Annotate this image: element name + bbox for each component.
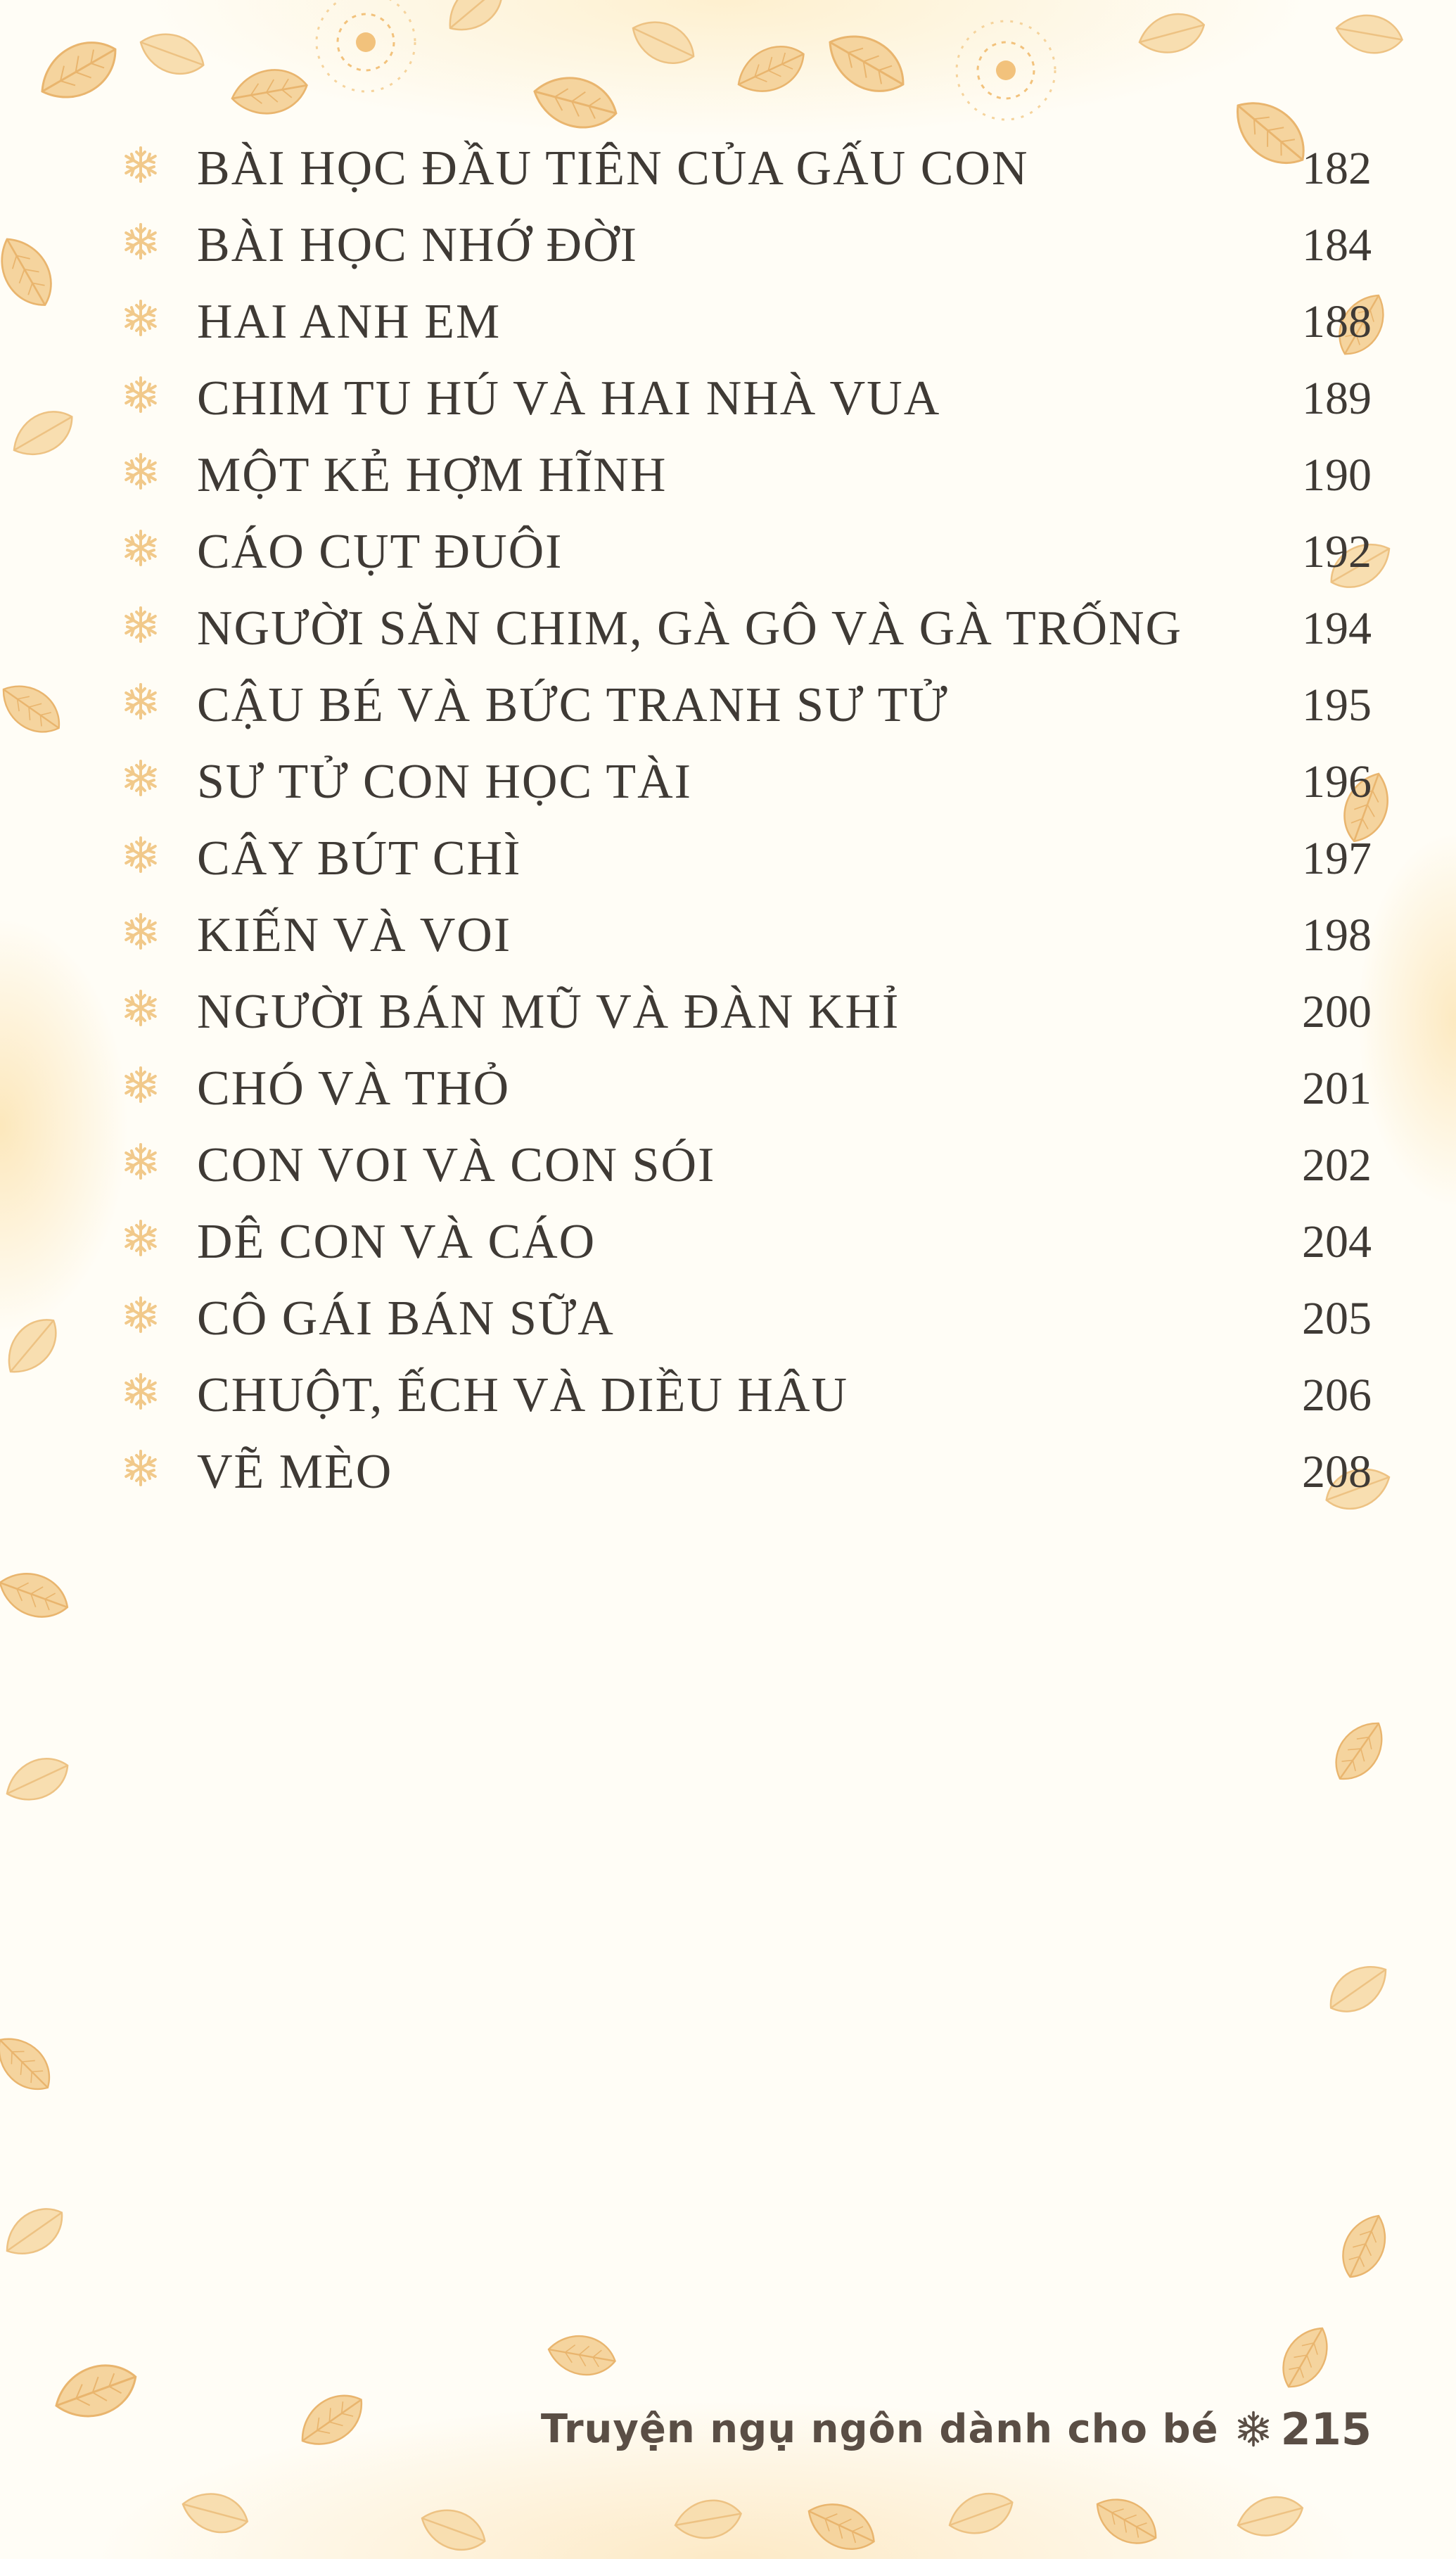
toc-entry-page: 188 (1302, 296, 1372, 347)
toc-entry-title: NGƯỜI SĂN CHIM, GÀ GÔ VÀ GÀ TRỐNG (197, 601, 1183, 656)
toc-entry (120, 977, 1372, 1054)
toc-entry (120, 287, 1372, 364)
snowflake-bullet-icon (120, 1140, 162, 1182)
toc-entry-title: CÂY BÚT CHÌ (197, 831, 522, 886)
toc-entry-page: 202 (1302, 1140, 1372, 1191)
toc-entry (120, 824, 1372, 900)
toc-entry-page: 192 (1302, 526, 1372, 577)
toc-entry-page: 197 (1302, 833, 1372, 884)
toc-entry (120, 1130, 1372, 1207)
book-title: Truyện ngụ ngôn dành cho bé (540, 2406, 1219, 2452)
toc-entry-page: 189 (1302, 373, 1372, 424)
snowflake-bullet-icon (120, 1064, 162, 1106)
toc-entry-page: 204 (1302, 1216, 1372, 1268)
toc-entry-title: CÔ GÁI BÁN SỮA (197, 1291, 615, 1346)
snowflake-bullet-icon (120, 1294, 162, 1336)
toc-entry (120, 517, 1372, 594)
snowflake-bullet-icon (120, 987, 162, 1029)
snowflake-bullet-icon (120, 757, 162, 799)
snowflake-bullet-icon (120, 604, 162, 646)
snowflake-bullet-icon (120, 1217, 162, 1259)
toc-entry-page: 190 (1302, 449, 1372, 501)
toc-entry-page: 195 (1302, 679, 1372, 731)
snowflake-icon (1234, 2410, 1272, 2448)
toc-entry-title: CHIM TU HÚ VÀ HAI NHÀ VUA (197, 371, 941, 426)
toc-entry-title: SƯ TỬ CON HỌC TÀI (197, 755, 692, 809)
page-number: 215 (1280, 2403, 1372, 2455)
snowflake-bullet-icon (120, 450, 162, 492)
toc-entry-title: CON VOI VÀ CON SÓI (197, 1138, 716, 1192)
toc-entry-title: VẼ MÈO (197, 1445, 393, 1499)
snowflake-bullet-icon (120, 143, 162, 186)
toc-entry-title: DÊ CON VÀ CÁO (197, 1215, 596, 1269)
snowflake-bullet-icon (120, 680, 162, 722)
toc-entry (120, 134, 1372, 210)
toc-entry-title: CÁO CỤT ĐUÔI (197, 525, 563, 579)
toc-entry-page: 198 (1302, 910, 1372, 961)
toc-entry-title: CHUỘT, ẾCH VÀ DIỀU HÂU (197, 1368, 849, 1422)
toc-entry (120, 747, 1372, 824)
toc-entry (120, 1054, 1372, 1130)
toc-entry (120, 440, 1372, 517)
toc-entry-title: MỘT KẺ HỢM HĨNH (197, 448, 668, 502)
toc-entry-page: 201 (1302, 1063, 1372, 1114)
toc-entry-page: 182 (1302, 143, 1372, 194)
toc-entry-title: BÀI HỌC NHỚ ĐỜI (197, 218, 638, 272)
toc-entry-title: HAI ANH EM (197, 295, 502, 349)
toc-entry-page: 208 (1302, 1446, 1372, 1498)
toc-entry (120, 1360, 1372, 1437)
toc-entry-page: 194 (1302, 603, 1372, 654)
toc-entry (120, 1207, 1372, 1284)
snowflake-bullet-icon (120, 1370, 162, 1412)
toc-entry (120, 1284, 1372, 1360)
toc-entry-title: CẬU BÉ VÀ BỨC TRANH SƯ TỬ (197, 678, 949, 732)
snowflake-bullet-icon (120, 1447, 162, 1489)
toc-entry (120, 670, 1372, 747)
toc-entry (120, 594, 1372, 670)
toc-entry-title: BÀI HỌC ĐẦU TIÊN CỦA GẤU CON (197, 141, 1029, 196)
toc-entry-title: CHÓ VÀ THỎ (197, 1061, 511, 1116)
snowflake-bullet-icon (120, 297, 162, 339)
toc-entry-page: 206 (1302, 1370, 1372, 1421)
toc-entry (120, 1437, 1372, 1514)
snowflake-bullet-icon (120, 220, 162, 262)
toc-entry (120, 364, 1372, 440)
toc-entry-title: NGƯỜI BÁN MŨ VÀ ĐÀN KHỈ (197, 985, 900, 1039)
toc-entry-title: KIẾN VÀ VOI (197, 908, 512, 962)
snowflake-bullet-icon (120, 527, 162, 569)
toc-entry-page: 184 (1302, 219, 1372, 271)
toc-entry (120, 900, 1372, 977)
toc-entry-page: 196 (1302, 756, 1372, 808)
table-of-contents (120, 134, 1372, 1514)
toc-entry-page: 205 (1302, 1293, 1372, 1344)
snowflake-bullet-icon (120, 910, 162, 952)
snowflake-bullet-icon (120, 834, 162, 876)
snowflake-bullet-icon (120, 374, 162, 416)
toc-entry-page: 200 (1302, 986, 1372, 1038)
toc-entry (120, 210, 1372, 287)
page-footer (541, 2390, 1372, 2468)
